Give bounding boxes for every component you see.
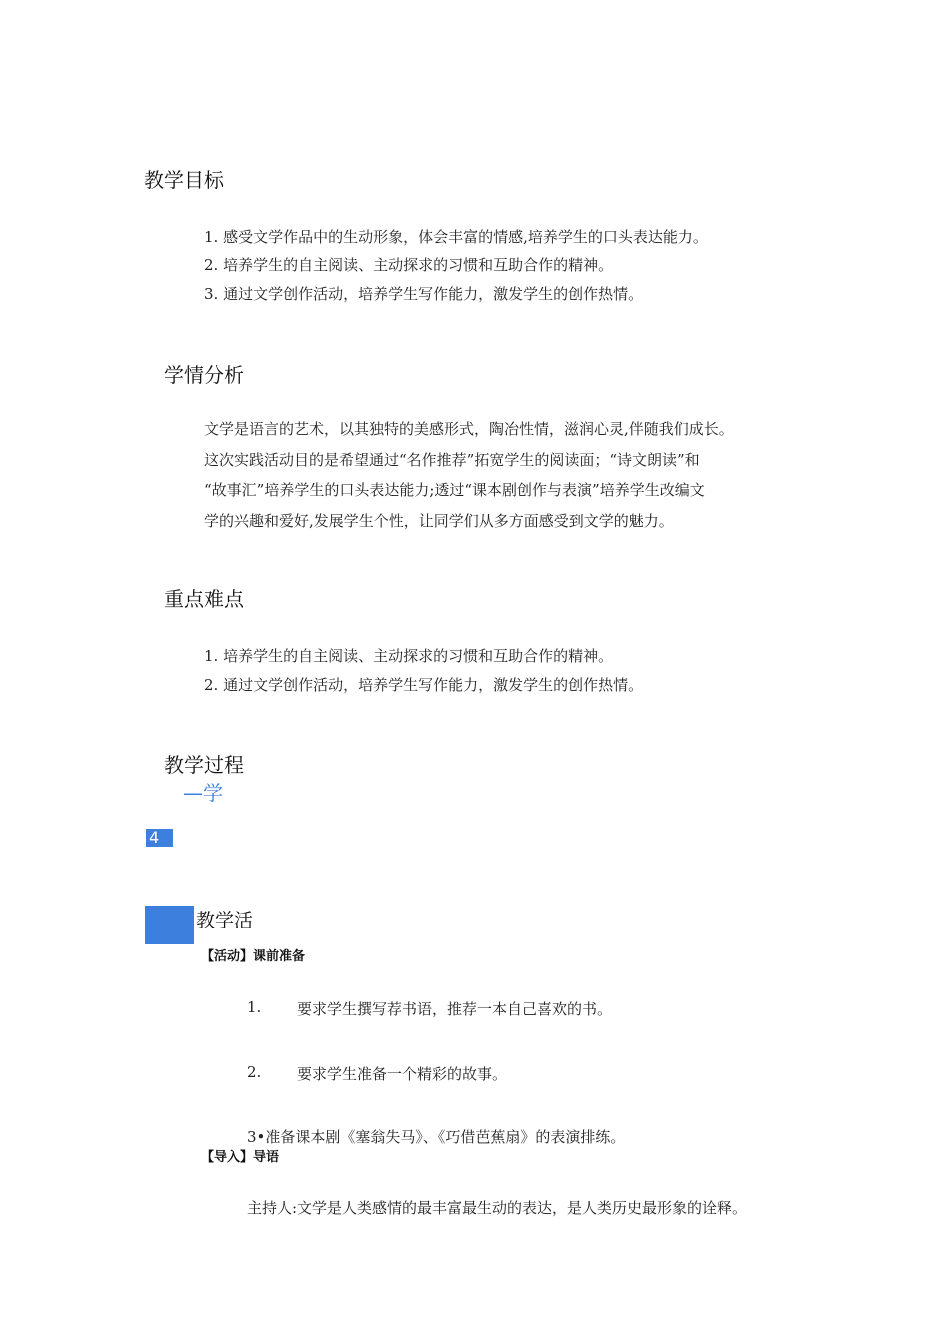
activity-marker-box	[145, 906, 194, 944]
activity-heading: 教学活	[196, 910, 254, 928]
analysis-title: 学情分析	[164, 363, 244, 387]
process-blue-subtitle: —学	[183, 781, 223, 805]
objective-item-3: 3. 通过文学创作活动，培养学生写作能力，激发学生的创作热情。	[204, 285, 644, 303]
number-box-label: 4	[149, 828, 160, 847]
step-2-text: 要求学生准备一个精彩的故事。	[297, 1065, 508, 1083]
objectives-title: 教学目标	[144, 168, 224, 192]
objective-item-1: 1. 感受文学作品中的生动形象，体会丰富的情感,培养学生的口头表达能力。	[204, 228, 708, 246]
analysis-line-1: 文学是语言的艺术，以其独特的美感形式，陶冶性情，滋润心灵,伴随我们成长。	[204, 420, 734, 438]
analysis-line-3: “故事汇”培养学生的口头表达能力;透过“课本剧创作与表演”培养学生改编文	[204, 481, 705, 499]
objective-item-2: 2. 培养学生的自主阅读、主动探求的习惯和互助合作的精神。	[204, 256, 614, 274]
keypoint-item-1: 1. 培养学生的自主阅读、主动探求的习惯和互助合作的精神。	[204, 647, 614, 665]
number-box	[146, 829, 173, 847]
step-1-number: 1.	[247, 998, 262, 1016]
intro-tag: 【导入】导语	[201, 1150, 280, 1165]
step-3-text: 3•准备课本剧《塞翁失马》、《巧借芭蕉扇》的表演排练。	[247, 1128, 626, 1146]
keypoints-title: 重点难点	[164, 587, 244, 611]
activity-tag: 【活动】课前准备	[201, 949, 306, 964]
step-2-number: 2.	[247, 1063, 262, 1081]
analysis-paragraph	[204, 414, 816, 536]
host-line: 主持人:文学是人类感情的最丰富最生动的表达，是人类历史最形象的诠释。	[247, 1199, 748, 1217]
analysis-line-4: 学的兴趣和爱好,发展学生个性，让同学们从多方面感受到文学的魅力。	[204, 511, 674, 530]
analysis-line-2: 这次实践活动目的是希望通过“名作推荐”拓宽学生的阅读面；“诗文朗读”和	[204, 450, 700, 469]
keypoint-item-2: 2. 通过文学创作活动，培养学生写作能力，激发学生的创作热情。	[204, 676, 644, 694]
step-1-text: 要求学生撰写荐书语，推荐一本自己喜欢的书。	[297, 1000, 613, 1018]
process-title: 教学过程	[164, 753, 244, 777]
